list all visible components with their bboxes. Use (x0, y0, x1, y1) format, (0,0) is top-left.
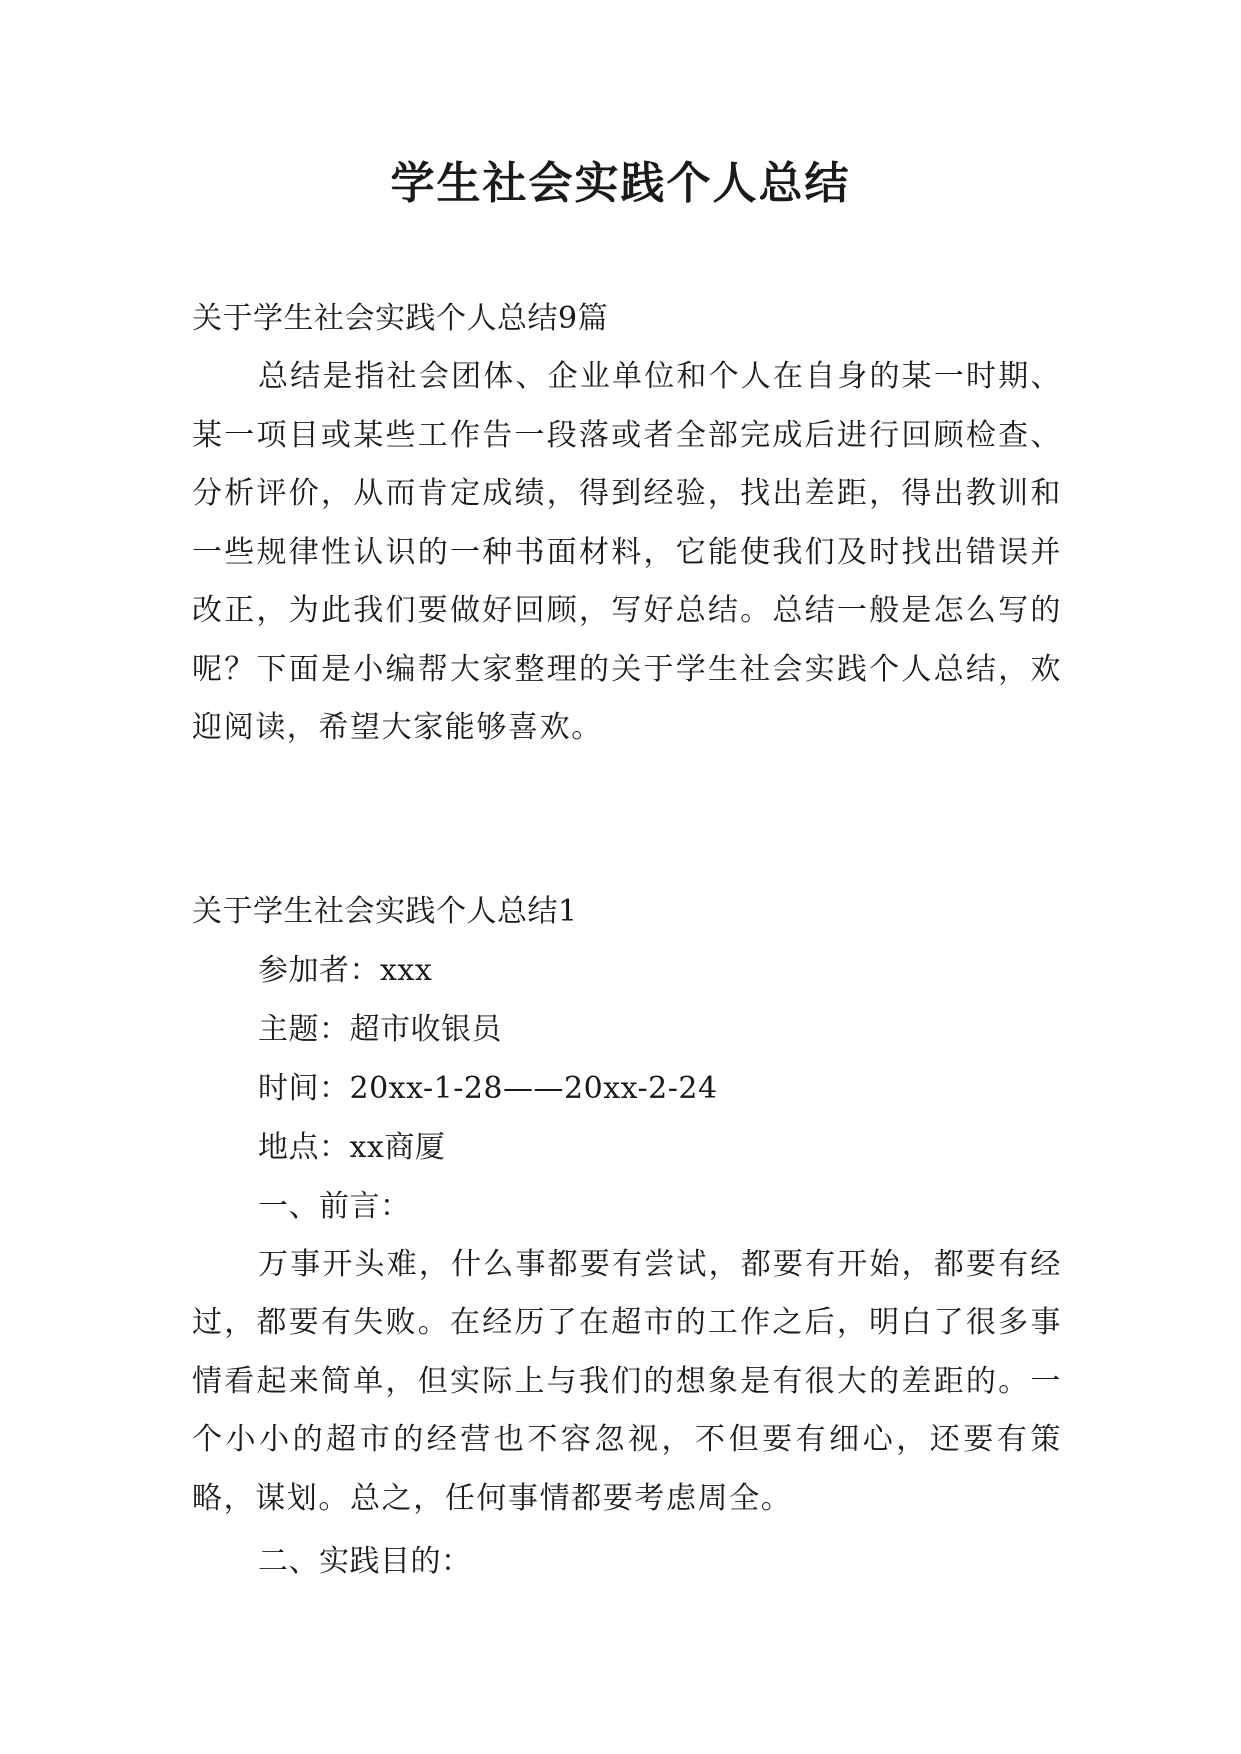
place-line: 地点：xx商厦 (258, 1129, 446, 1165)
theme-line: 主题：超市收银员 (258, 1011, 502, 1047)
preface-paragraph: 万事开头难，什么事都要有尝试，都要有开始，都要有经过，都要有失败。在经历了在超市的工作之后，明白了很多事情看起来简单，但实际上与我们的想象是有很大的差距的。一个小小的超市的经营也不容忽视，不但要有细心，还要有策略，谋划。总之，任何事情都要考虑周全。 (192, 1246, 1062, 1516)
purpose-heading: 二、实践目的： (258, 1544, 472, 1579)
document-body (192, 289, 1062, 1591)
section-heading: 关于学生社会实践个人总结1 (192, 893, 578, 929)
document-title: 学生社会实践个人总结 (390, 158, 851, 209)
participant-line: 参加者：xxx (258, 952, 433, 988)
intro-paragraph: 总结是指社会团体、企业单位和个人在自身的某一时期、某一项目或某些工作告一段落或者全部完成后进行回顾检查、分析评价，从而肯定成绩，得到经验，找出差距，得出教训和一些规律性认识的一种书面材料，它能使我们及时找出错误并改正，为此我们要做好回顾，写好总结。总结一般是怎么写的呢？下面是小编帮大家整理的关于学生社会实践个人总结，欢迎阅读，希望大家能够喜欢。 (192, 359, 1062, 745)
preface-heading: 一、前言： (258, 1188, 411, 1224)
time-line: 时间：20xx-1-28——20xx-2-24 (258, 1070, 718, 1106)
document-subtitle: 关于学生社会实践个人总结9篇 (192, 301, 609, 336)
section-gap (192, 758, 1062, 882)
